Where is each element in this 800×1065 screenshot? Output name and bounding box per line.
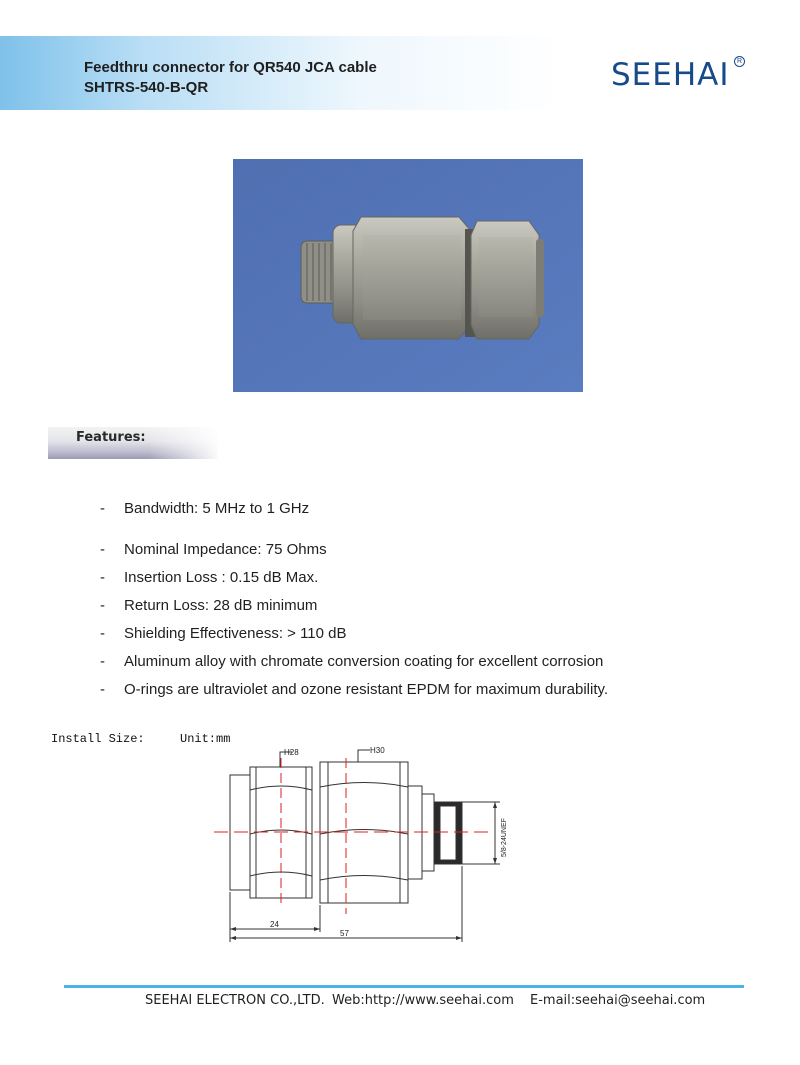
- unit-label: Unit:mm: [180, 732, 231, 746]
- registered-mark-icon: R: [734, 56, 745, 67]
- thread-label: 5/8-24UNEF: [501, 818, 508, 857]
- model-number: SHTRS-540-B-QR: [84, 79, 209, 96]
- footer-web-link[interactable]: Web:http://www.seehai.com: [332, 993, 514, 1008]
- feature-text: O-rings are ultraviolet and ozone resistant EPDM for maximum durability.: [124, 681, 609, 698]
- footer-company: SEEHAI ELECTRON CO.,LTD.: [145, 993, 325, 1008]
- bullet: -: [100, 597, 105, 614]
- bullet: -: [100, 653, 105, 670]
- feature-text: Return Loss: 28 dB minimum: [124, 597, 318, 614]
- features-heading: Features:: [76, 430, 146, 445]
- feature-text: Aluminum alloy with chromate conversion coating for excellent corrosion: [124, 653, 604, 670]
- product-photo: [233, 159, 583, 392]
- feature-text: Nominal Impedance: 75 Ohms: [124, 541, 327, 558]
- dimension-24: 24: [270, 920, 279, 929]
- feature-text: Bandwidth: 5 MHz to 1 GHz: [124, 500, 310, 517]
- document-title: Feedthru connector for QR540 JCA cable: [84, 59, 377, 76]
- install-label: Install Size:: [51, 732, 145, 746]
- feature-text: Shielding Effectiveness: > 110 dB: [124, 625, 347, 642]
- install-drawing: [200, 742, 520, 952]
- footer-divider: [64, 985, 744, 988]
- bullet: -: [100, 569, 105, 586]
- dimension-57: 57: [340, 929, 349, 938]
- feature-text: Insertion Loss : 0.15 dB Max.: [124, 569, 319, 586]
- hex1-label: H28: [284, 748, 299, 757]
- hex2-label: H30: [370, 746, 385, 755]
- install-size-label: [51, 732, 231, 746]
- footer-email-link[interactable]: E-mail:seehai@seehai.com: [530, 993, 706, 1008]
- bullet: -: [100, 500, 105, 517]
- seehai-logo: SEEHAI: [611, 57, 730, 93]
- bullet: -: [100, 681, 105, 698]
- bullet: -: [100, 541, 105, 558]
- bullet: -: [100, 625, 105, 642]
